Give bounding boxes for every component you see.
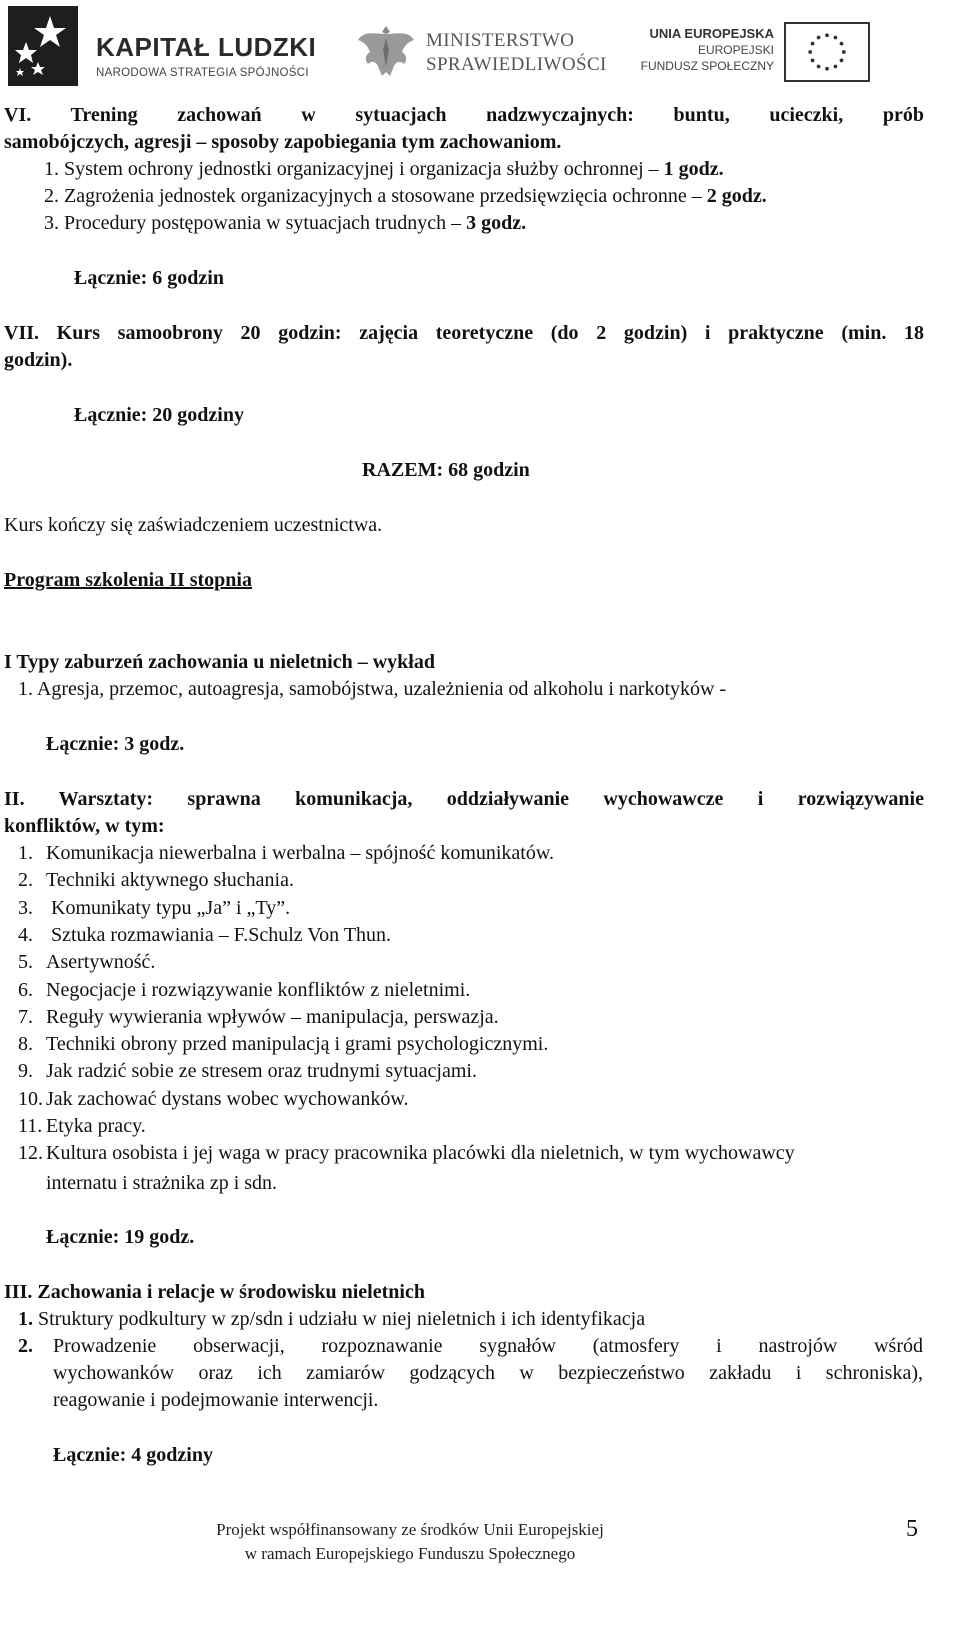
program-iii-total: Łącznie: 4 godziny bbox=[53, 1444, 213, 1466]
footer bbox=[150, 1518, 670, 1566]
hours: 3 godz. bbox=[466, 212, 527, 234]
program-ii-title-line-1: II. Warsztaty: sprawna komunikacja, oddziaływanie wychowawcze i rozwiązywanie bbox=[4, 788, 924, 810]
list-item bbox=[18, 895, 290, 922]
list-text: Negocjacje i rozwiązywanie konfliktów z nieletnimi. bbox=[46, 978, 471, 1001]
list-text: Techniki obrony przed manipulacją i grami psychologicznymi. bbox=[46, 1033, 549, 1056]
program-ii-total: Łącznie: 19 godz. bbox=[46, 1226, 195, 1248]
kapital-ludzki-mark-icon bbox=[8, 6, 78, 86]
kapital-ludzki-logo bbox=[4, 4, 324, 90]
eu-line-1: UNIA EUROPEJSKA bbox=[649, 26, 774, 41]
kapital-ludzki-title: KAPITAŁ LUDZKI bbox=[96, 32, 317, 62]
list-text: Kultura osobista i jej waga w pracy pracownika placówki dla nieletnich, w tym wychowawcy bbox=[46, 1142, 795, 1165]
page-number: 5 bbox=[906, 1516, 918, 1542]
list-item bbox=[18, 840, 554, 867]
program-i-total: Łącznie: 3 godz. bbox=[46, 733, 185, 755]
program-iii-item-2-number bbox=[18, 1333, 33, 1360]
list-number: 7. bbox=[18, 1005, 33, 1028]
eagle-emblem-icon bbox=[356, 20, 416, 82]
list-number: 1. bbox=[18, 1308, 33, 1330]
program-ii-item-12-continuation: internatu i strażnika zp i sdn. bbox=[46, 1172, 278, 1194]
list-item bbox=[18, 1086, 408, 1113]
ministry-logo bbox=[356, 18, 606, 84]
eu-line-3: FUNDUSZ SPOŁECZNY bbox=[640, 59, 774, 73]
eu-line-2: EUROPEJSKI bbox=[697, 43, 774, 57]
list-text: Komunikaty typu „Ja” i „Ty”. bbox=[46, 896, 291, 919]
footer-line-1: Projekt współfinansowany ze środków Unii Europejskiej bbox=[216, 1520, 604, 1539]
section-vi-total: Łącznie: 6 godzin bbox=[74, 267, 224, 289]
program-iii-item-2-line-3: reagowanie i podejmowanie interwencji. bbox=[53, 1389, 379, 1411]
list-number: 5. bbox=[18, 951, 33, 974]
ministry-line-1: MINISTERSTWO bbox=[426, 30, 575, 51]
list-item bbox=[18, 922, 391, 949]
program-iii-title: III. Zachowania i relacje w środowisku nieletnich bbox=[4, 1281, 425, 1303]
list-number: 6. bbox=[18, 978, 33, 1001]
list-item bbox=[18, 949, 155, 976]
list-text: Jak zachować dystans wobec wychowanków. bbox=[46, 1087, 409, 1110]
program-iii-item-1 bbox=[18, 1306, 645, 1333]
program-ii-title-line-2: konfliktów, w tym: bbox=[4, 815, 165, 837]
kapital-ludzki-subtitle: NARODOWA STRATEGIA SPÓJNOŚCI bbox=[96, 67, 309, 79]
list-text: Jak radzić sobie ze stresem oraz trudnymi sytuacjami. bbox=[46, 1060, 477, 1083]
section-vi-item-2 bbox=[44, 183, 767, 210]
list-text: Asertywność. bbox=[46, 951, 156, 974]
list-number: 3. bbox=[44, 212, 59, 234]
list-number: 2. bbox=[44, 185, 59, 207]
hours: 1 godz. bbox=[663, 158, 724, 180]
program-title: Program szkolenia II stopnia bbox=[4, 569, 252, 591]
section-vi-item-1 bbox=[44, 156, 724, 183]
eu-logo bbox=[630, 20, 870, 86]
hours: 2 godz. bbox=[706, 185, 767, 207]
list-text: Agresja, przemoc, autoagresja, samobójstwa, uzależnienia od alkoholu i narkotyków - bbox=[36, 678, 727, 700]
program-iii-item-2-line-1: Prowadzenie obserwacji, rozpoznawanie sygnałów (atmosfery i nastrojów wśród bbox=[53, 1335, 923, 1357]
footer-line-2: w ramach Europejskiego Funduszu Społecznego bbox=[244, 1544, 576, 1563]
certificate-note: Kurs kończy się zaświadczeniem uczestnictwa. bbox=[4, 514, 383, 536]
section-vi-item-3 bbox=[44, 210, 526, 237]
list-item bbox=[18, 1113, 146, 1140]
list-item bbox=[18, 1031, 548, 1058]
ministry-line-2: SPRAWIEDLIWOŚCI bbox=[426, 54, 607, 75]
section-vi-title-line-2: samobójczych, agresji – sposoby zapobiegania tym zachowaniom. bbox=[4, 131, 562, 153]
list-text: Zagrożenia jednostek organizacyjnych a stosowane przedsięwzięcia ochronne – bbox=[64, 185, 707, 207]
list-number: 3. bbox=[18, 896, 33, 919]
list-text: Techniki aktywnego słuchania. bbox=[46, 869, 294, 892]
list-item bbox=[18, 1004, 499, 1031]
section-vii-title-line-2: godzin). bbox=[4, 349, 73, 371]
razem-total: RAZEM: 68 godzin bbox=[362, 459, 530, 481]
list-item bbox=[18, 867, 294, 894]
list-number: 11. bbox=[18, 1115, 43, 1137]
section-vii-total: Łącznie: 20 godziny bbox=[74, 404, 244, 426]
list-text: Etyka pracy. bbox=[46, 1115, 146, 1137]
list-number: 10. bbox=[18, 1087, 43, 1110]
list-number: 1. bbox=[18, 842, 33, 864]
list-number: 2. bbox=[18, 1335, 33, 1357]
list-item bbox=[18, 1058, 477, 1085]
program-iii-item-2-line-2: wychowanków oraz ich zamiarów godzących w bezpieczeństwo zakładu i schroniska), bbox=[53, 1362, 923, 1384]
list-text: Reguły wywierania wpływów – manipulacja, perswazja. bbox=[46, 1005, 499, 1028]
section-vii-title-line-1: VII. Kurs samoobrony 20 godzin: zajęcia teoretyczne (do 2 godzin) i praktyczne (min. 18 bbox=[4, 322, 924, 344]
list-text: Procedury postępowania w sytuacjach trudnych – bbox=[64, 212, 467, 234]
list-text: System ochrony jednostki organizacyjnej i organizacja służby ochronnej – bbox=[64, 158, 664, 180]
program-i-title: I Typy zaburzeń zachowania u nieletnich – wykład bbox=[4, 651, 435, 673]
list-number: 8. bbox=[18, 1033, 33, 1056]
list-number: 9. bbox=[18, 1060, 33, 1083]
eu-text bbox=[641, 26, 774, 74]
list-text: Sztuka rozmawiania – F.Schulz Von Thun. bbox=[46, 923, 392, 946]
list-number: 12. bbox=[18, 1142, 43, 1165]
list-number: 4. bbox=[18, 923, 33, 946]
list-number: 1. bbox=[18, 678, 33, 700]
eu-flag-icon bbox=[784, 22, 870, 82]
list-text: Komunikacja niewerbalna i werbalna – spójność komunikatów. bbox=[46, 842, 555, 864]
list-number: 2. bbox=[18, 869, 33, 892]
list-number: 1. bbox=[44, 158, 59, 180]
header-logos bbox=[0, 0, 960, 96]
list-text: Struktury podkultury w zp/sdn i udziału w niej nieletnich i ich identyfikacja bbox=[38, 1308, 646, 1330]
section-vi-title-line-1: VI. Trening zachowań w sytuacjach nadzwyczajnych: buntu, ucieczki, prób bbox=[4, 104, 924, 126]
list-item bbox=[18, 977, 470, 1004]
program-i-item-1 bbox=[18, 676, 726, 703]
list-item bbox=[18, 1140, 795, 1167]
